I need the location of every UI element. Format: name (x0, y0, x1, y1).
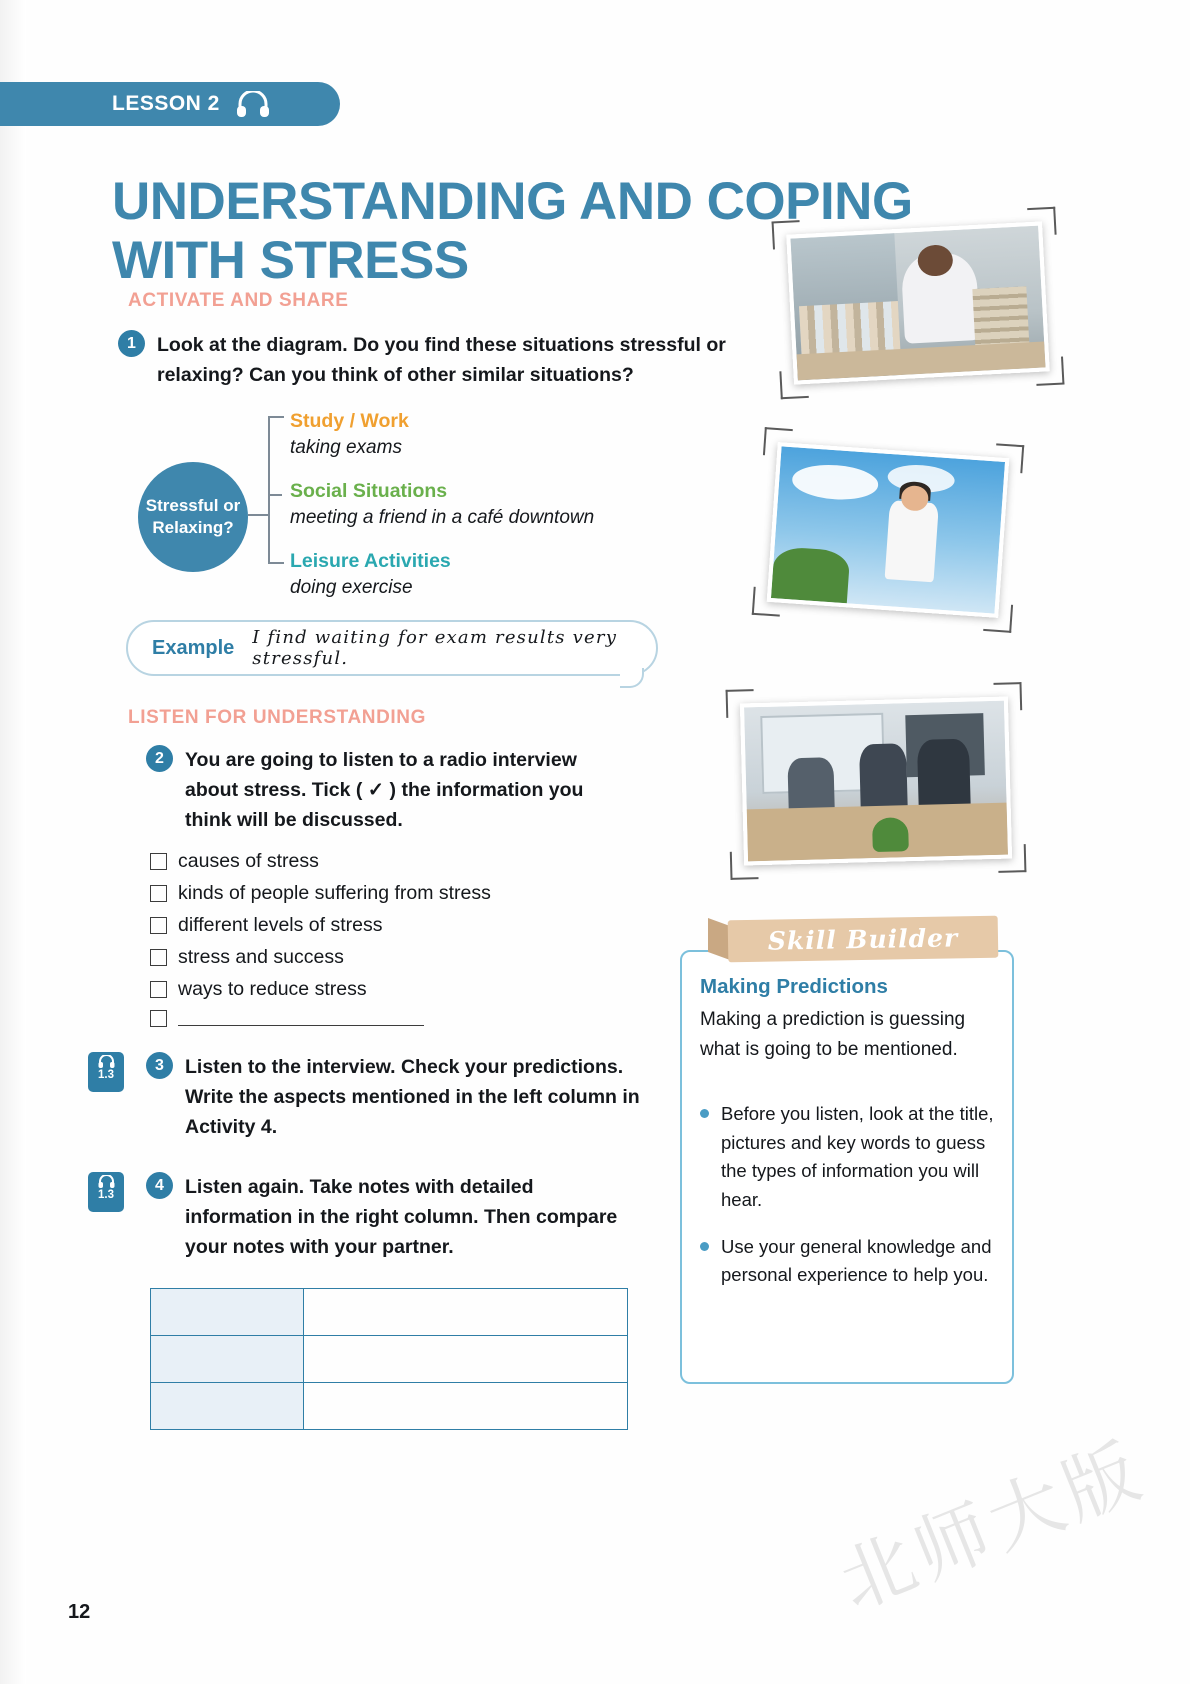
skill-builder-title: Making Predictions (700, 975, 888, 998)
skill-builder-bullet (700, 1233, 1000, 1290)
section-heading-listen-for-understanding: LISTEN FOR UNDERSTANDING (128, 707, 426, 728)
photo-image (786, 221, 1049, 384)
section-heading-activate-and-share: ACTIVATE AND SHARE (128, 290, 349, 311)
branch-category: Leisure Activities (290, 549, 451, 572)
activity-number: 4 (146, 1172, 173, 1199)
bullet-text: Before you listen, look at the title, pictures and key words to guess the types of information you will hear. (721, 1103, 994, 1211)
activity-1 (118, 330, 768, 390)
bullet-text: Use your general knowledge and personal experience to help you. (721, 1235, 992, 1286)
watermark: 北师大版 (827, 1426, 1157, 1627)
table-cell-aspect[interactable] (151, 1289, 304, 1336)
checklist-label: stress and success (178, 946, 344, 968)
skill-builder-intro: Making a prediction is guessing what is going to be mentioned. (700, 1009, 966, 1061)
checkbox[interactable] (150, 981, 167, 998)
checklist-item-blank[interactable] (150, 1010, 620, 1027)
example-label: Example (152, 636, 235, 659)
checkbox[interactable] (150, 1010, 167, 1027)
write-in-line[interactable] (178, 1011, 424, 1026)
table-row[interactable] (151, 1289, 628, 1336)
diagram-stem-line (248, 514, 270, 516)
page-gutter (0, 0, 26, 1684)
business-meeting-handshake-photo (740, 697, 1012, 866)
table-cell-aspect[interactable] (151, 1383, 304, 1430)
checkbox[interactable] (150, 885, 167, 902)
photo-corner-icon (779, 370, 808, 399)
prediction-checklist (150, 850, 620, 1036)
branch-example: doing exercise (290, 577, 413, 599)
photo-corner-icon (1035, 356, 1064, 385)
skill-builder-ribbon-label: Skill Builder (767, 922, 959, 956)
photo-corner-icon (1027, 207, 1056, 236)
photo-image (767, 442, 1010, 618)
activity-number: 1 (118, 330, 145, 357)
diagram-branch (268, 478, 688, 532)
checklist-label: kinds of people suffering from stress (178, 882, 491, 904)
page-number: 12 (68, 1601, 91, 1623)
branch-example: taking exams (290, 437, 402, 459)
checklist-label: causes of stress (178, 850, 319, 872)
diagram-center-bubble: Stressful or Relaxing? (138, 462, 248, 572)
photo-corner-icon (763, 427, 793, 457)
activity-number: 2 (146, 745, 173, 772)
table-row[interactable] (151, 1383, 628, 1430)
skill-builder-ribbon (728, 916, 999, 963)
bullet-dot-icon (700, 1242, 709, 1251)
skill-builder-bullet (700, 1100, 1000, 1215)
audio-track-icon-3[interactable] (88, 1052, 124, 1092)
track-number: 1.3 (98, 1069, 114, 1081)
table-row[interactable] (151, 1336, 628, 1383)
checklist-item[interactable] (150, 946, 620, 969)
photo-corner-icon (730, 851, 759, 880)
branch-connector-icon (268, 492, 282, 496)
photo-corner-icon (726, 689, 755, 718)
example-box-tail (620, 668, 644, 688)
headphones-icon (236, 91, 270, 117)
student-stressed-library-photo (786, 221, 1049, 384)
activity-4 (146, 1172, 646, 1263)
activity-text: Look at the diagram. Do you find these situations stressful or relaxing? Can you think of other similar situations? (157, 334, 726, 387)
table-cell-notes[interactable] (304, 1336, 628, 1383)
diagram-branch (268, 408, 688, 462)
checklist-item[interactable] (150, 882, 620, 905)
checklist-item[interactable] (150, 914, 620, 937)
checklist-item[interactable] (150, 850, 620, 873)
photo-corner-icon (994, 443, 1024, 473)
table-cell-aspect[interactable] (151, 1336, 304, 1383)
activity-number: 3 (146, 1052, 173, 1079)
checkbox[interactable] (150, 949, 167, 966)
activity-text: Listen again. Take notes with detailed information in the right column. Then compare your notes with your partner. (185, 1176, 618, 1259)
checkbox[interactable] (150, 853, 167, 870)
photo-image (740, 697, 1012, 866)
audio-track-icon-4[interactable] (88, 1172, 124, 1212)
bullet-dot-icon (700, 1109, 709, 1118)
checklist-label: different levels of stress (178, 914, 383, 936)
checklist-item[interactable] (150, 978, 620, 1001)
photo-corner-icon (998, 844, 1027, 873)
branch-example: meeting a friend in a café downtown (290, 507, 595, 529)
photo-corner-icon (752, 587, 782, 617)
activity-text: You are going to listen to a radio interview about stress. Tick ( ✓ ) the information you think will be discussed. (185, 749, 584, 832)
table-cell-notes[interactable] (304, 1289, 628, 1336)
branch-category: Study / Work (290, 410, 409, 432)
branch-category: Social Situations (290, 479, 448, 502)
example-box (126, 620, 658, 676)
diagram-branches (268, 408, 688, 618)
checklist-label: ways to reduce stress (178, 978, 367, 1000)
page-title: UNDERSTANDING AND COPING WITH STRESS (112, 171, 913, 290)
woman-running-outdoors-photo (767, 442, 1010, 618)
activity-3 (146, 1052, 646, 1143)
lesson-label: LESSON 2 (112, 92, 220, 115)
diagram-branch (268, 548, 688, 602)
photo-corner-icon (993, 682, 1022, 711)
branch-connector-icon (268, 416, 284, 432)
checkbox[interactable] (150, 917, 167, 934)
activity-text: Listen to the interview. Check your predictions. Write the aspects mentioned in the left column in Activity 4. (185, 1056, 640, 1139)
example-sentence: I find waiting for exam results very stressful. (252, 627, 618, 669)
photo-corner-icon (772, 220, 801, 249)
skill-builder-bullets (700, 1100, 1000, 1308)
lesson-tab (0, 82, 340, 126)
notes-table[interactable] (150, 1288, 628, 1430)
activity-2 (146, 745, 616, 836)
table-cell-notes[interactable] (304, 1383, 628, 1430)
photo-corner-icon (983, 603, 1013, 633)
track-number: 1.3 (98, 1189, 114, 1201)
branch-connector-icon (268, 548, 284, 564)
